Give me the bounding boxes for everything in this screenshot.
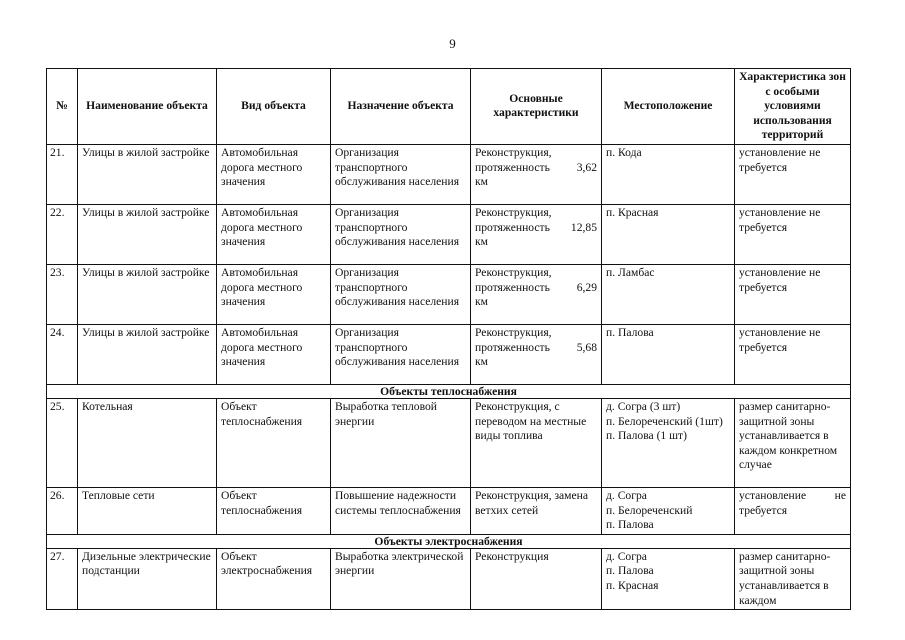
object-location: п. Палова — [602, 324, 735, 384]
object-name: Дизельные электрические подстанции — [78, 548, 217, 609]
object-kind: Объект теплоснабжения — [217, 487, 331, 534]
char-label: протяженность — [475, 340, 550, 354]
table-row — [47, 398, 851, 487]
object-characteristics: Реконструкция — [471, 548, 602, 609]
char-line — [475, 221, 597, 236]
zone-word: не — [834, 488, 846, 502]
section-heading-row — [47, 534, 851, 548]
header-kind: Вид объекта — [217, 69, 331, 145]
char-unit: км — [475, 235, 488, 249]
row-number: 23. — [47, 264, 78, 324]
char-line: Реконструкция, — [475, 325, 552, 339]
object-zone: установление не требуется — [735, 324, 851, 384]
object-location — [602, 398, 735, 487]
object-kind: Автомобильная дорога местного значения — [217, 144, 331, 204]
zone-word: установление — [739, 488, 807, 502]
object-zone: установление не требуется — [735, 264, 851, 324]
header-location: Местоположение — [602, 69, 735, 145]
char-unit: км — [475, 175, 488, 189]
object-purpose: Организация транспортного обслуживания населения — [331, 264, 471, 324]
location-line: п. Белореченский (1шт) — [606, 414, 723, 428]
object-purpose: Организация транспортного обслуживания населения — [331, 204, 471, 264]
object-location — [602, 548, 735, 609]
objects-table — [46, 68, 851, 610]
object-kind: Автомобильная дорога местного значения — [217, 204, 331, 264]
header-name: Наименование объекта — [78, 69, 217, 145]
char-value: 6,29 — [576, 280, 597, 294]
object-name: Котельная — [78, 398, 217, 487]
object-zone: размер санитарно-защитной зоны устанавливается в каждом — [735, 548, 851, 609]
location-line: п. Палова (1 шт) — [606, 429, 687, 443]
char-line — [475, 161, 597, 176]
char-label: протяженность — [475, 160, 550, 174]
location-line: п. Красная — [606, 578, 659, 592]
zone-line — [739, 489, 846, 504]
char-line: Реконструкция, — [475, 205, 552, 219]
char-line — [475, 341, 597, 356]
char-unit: км — [475, 295, 488, 309]
object-kind: Объект электроснабжения — [217, 548, 331, 609]
object-name: Улицы в жилой застройке — [78, 204, 217, 264]
row-number: 26. — [47, 487, 78, 534]
char-line — [475, 281, 597, 296]
object-kind: Объект теплоснабжения — [217, 398, 331, 487]
table-row — [47, 264, 851, 324]
object-location: п. Кода — [602, 144, 735, 204]
object-purpose: Организация транспортного обслуживания населения — [331, 144, 471, 204]
char-value: 5,68 — [576, 340, 597, 354]
table-header-row — [47, 69, 851, 145]
char-line: Реконструкция, — [475, 145, 552, 159]
location-line: п. Палова — [606, 564, 654, 578]
char-unit: км — [475, 355, 488, 369]
object-zone: размер санитарно-защитной зоны устанавливается в каждом конкретном случае — [735, 398, 851, 487]
location-line: д. Согра — [606, 549, 647, 563]
header-number: № — [47, 69, 78, 145]
char-line: Реконструкция, — [475, 265, 552, 279]
char-label: протяженность — [475, 280, 550, 294]
object-characteristics — [471, 144, 602, 204]
object-zone: установление не требуется — [735, 144, 851, 204]
header-characteristics: Основные характеристики — [471, 69, 602, 145]
object-kind: Автомобильная дорога местного значения — [217, 264, 331, 324]
row-number: 22. — [47, 204, 78, 264]
location-line: п. Белореченский — [606, 503, 693, 517]
object-purpose: Повышение надежности системы теплоснабжения — [331, 487, 471, 534]
object-purpose: Организация транспортного обслуживания населения — [331, 324, 471, 384]
char-value: 12,85 — [570, 220, 597, 234]
section-heat-supply: Объекты теплоснабжения — [47, 384, 851, 398]
section-heading-row — [47, 384, 851, 398]
location-line: д. Согра — [606, 488, 647, 502]
char-label: протяженность — [475, 220, 550, 234]
object-purpose: Выработка тепловой энергии — [331, 398, 471, 487]
object-characteristics — [471, 204, 602, 264]
object-characteristics: Реконструкция, с переводом на местные виды топлива — [471, 398, 602, 487]
object-characteristics: Реконструкция, замена ветхих сетей — [471, 487, 602, 534]
char-value: 3,62 — [576, 160, 597, 174]
object-characteristics — [471, 324, 602, 384]
object-location — [602, 487, 735, 534]
object-characteristics — [471, 264, 602, 324]
object-zone — [735, 487, 851, 534]
header-purpose: Назначение объекта — [331, 69, 471, 145]
table-row — [47, 487, 851, 534]
object-kind: Автомобильная дорога местного значения — [217, 324, 331, 384]
row-number: 24. — [47, 324, 78, 384]
object-name: Улицы в жилой застройке — [78, 144, 217, 204]
object-name: Тепловые сети — [78, 487, 217, 534]
row-number: 21. — [47, 144, 78, 204]
object-name: Улицы в жилой застройке — [78, 264, 217, 324]
zone-word: требуется — [739, 503, 788, 517]
table-row — [47, 204, 851, 264]
row-number: 25. — [47, 398, 78, 487]
page-number: 9 — [449, 36, 456, 51]
table-row — [47, 144, 851, 204]
header-zones: Характеристика зон с особыми условиями использования территорий — [735, 69, 851, 145]
object-location: п. Красная — [602, 204, 735, 264]
object-location: п. Ламбас — [602, 264, 735, 324]
object-purpose: Выработка электрической энергии — [331, 548, 471, 609]
table-row — [47, 548, 851, 609]
table-row — [47, 324, 851, 384]
location-line: п. Палова — [606, 518, 654, 532]
object-zone: установление не требуется — [735, 204, 851, 264]
section-power-supply: Объекты электроснабжения — [47, 534, 851, 548]
location-line: д. Согра (3 шт) — [606, 399, 681, 413]
row-number: 27. — [47, 548, 78, 609]
object-name: Улицы в жилой застройке — [78, 324, 217, 384]
